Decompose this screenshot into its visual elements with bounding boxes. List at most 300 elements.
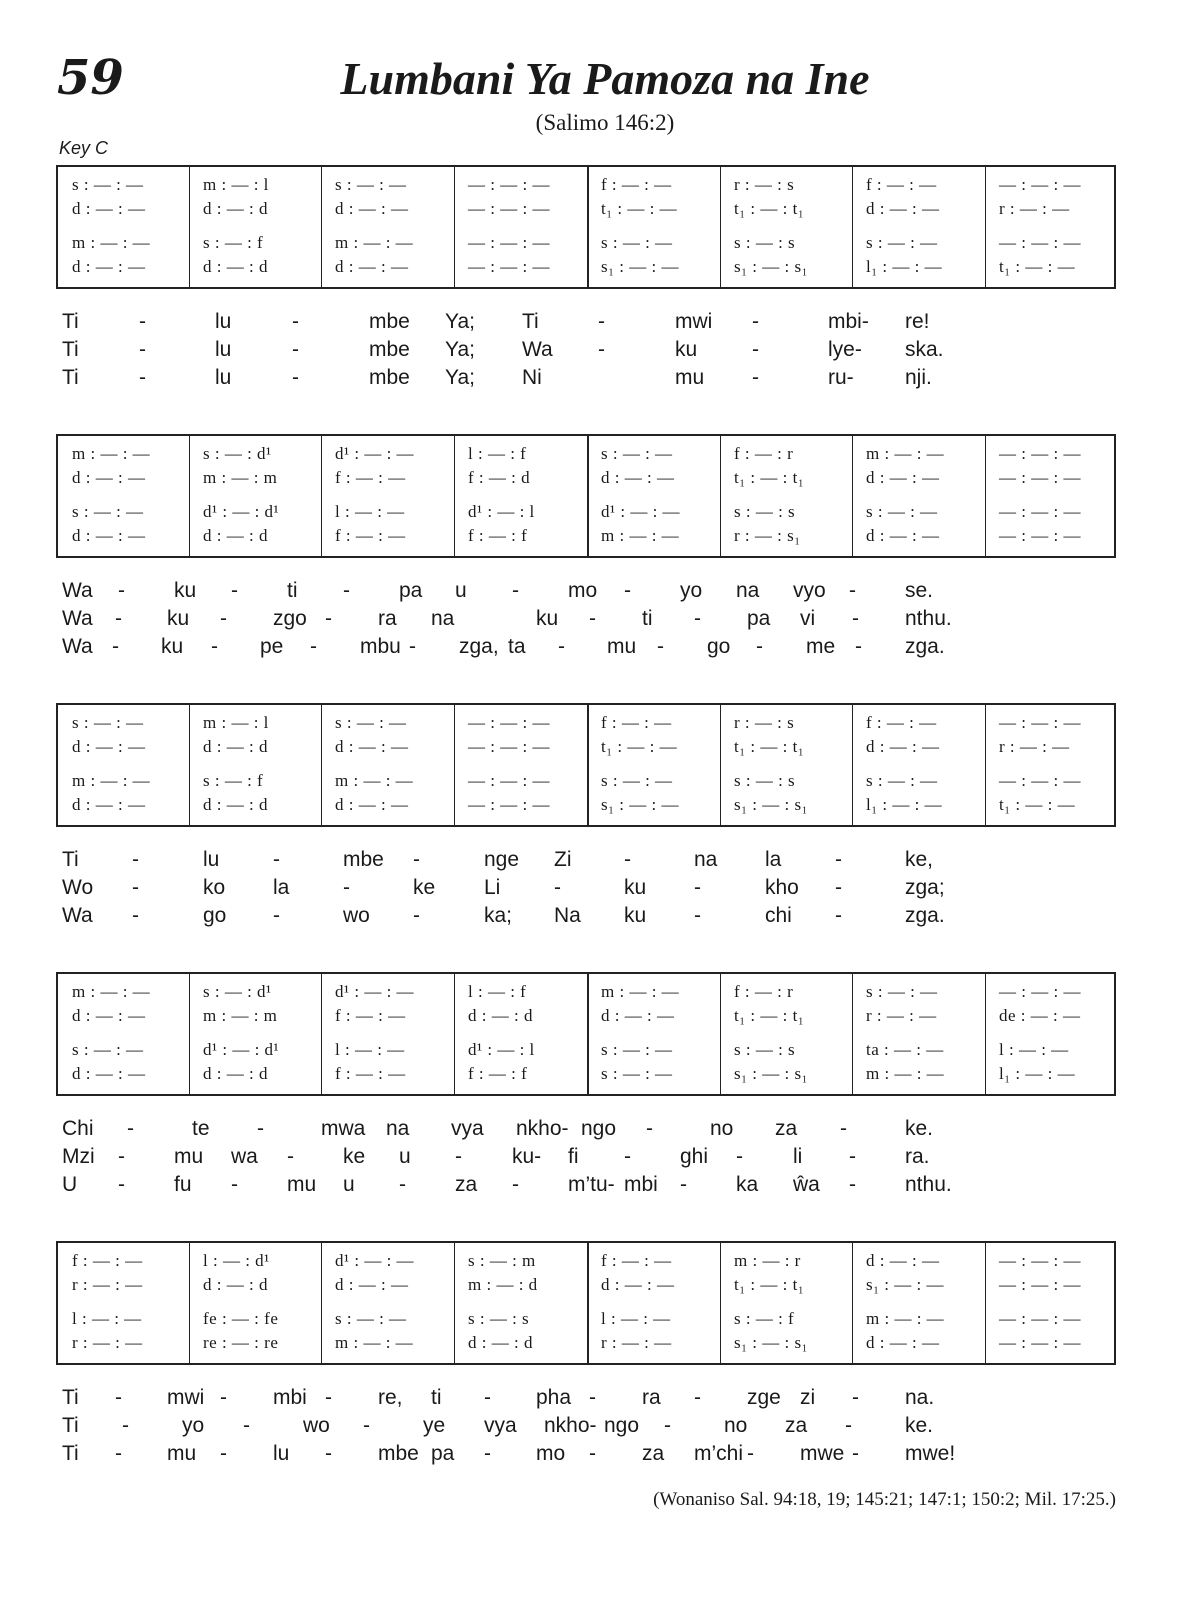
lyric-syllable: - (646, 1117, 653, 1140)
solfa-measure: l : — : f (468, 982, 527, 1001)
lyric-syllable: na. (905, 1386, 935, 1409)
solfa-measure: s : — : — (601, 444, 673, 463)
solfa-measure: — : — : — (999, 233, 1081, 252)
lyric-syllable: - (558, 635, 565, 658)
solfa-staff-1 (56, 165, 1116, 289)
lyric-syllable: Ya; (445, 338, 475, 361)
lyric-syllable: zgo (273, 607, 307, 630)
lyric-syllable: - (273, 848, 280, 871)
bar-line (454, 167, 455, 287)
lyric-syllable: - (343, 579, 350, 602)
lyric-syllable: - (624, 1145, 631, 1168)
lyric-syllable: lye- (828, 338, 862, 361)
solfa-measure: m : — : — (601, 526, 680, 545)
lyric-syllable: - (835, 904, 842, 927)
lyric-syllable: Ni (522, 366, 542, 389)
lyric-syllable: Wa (62, 904, 93, 927)
lyric-syllable: u (343, 1173, 355, 1196)
lyric-syllable: ke. (905, 1414, 934, 1437)
solfa-measure: re : — : re (203, 1333, 279, 1352)
lyric-syllable: no (710, 1117, 734, 1140)
lyric-syllable: mbe (378, 1442, 419, 1465)
lyric-syllable: lu (215, 338, 232, 361)
solfa-measure: r : — : — (999, 199, 1070, 218)
lyric-syllable: - (231, 1173, 238, 1196)
lyric-syllable: - (657, 635, 664, 658)
lyric-syllable: la (273, 876, 290, 899)
lyric-syllable: nji. (905, 366, 932, 389)
solfa-measure: s : — : — (866, 982, 938, 1001)
solfa-measure: d¹ : — : l (468, 1040, 535, 1059)
solfa-measure: s : — : — (601, 1040, 673, 1059)
lyric-syllable: zga; (905, 876, 945, 899)
lyric-syllable: m’chi (694, 1442, 744, 1465)
lyric-syllable: pha (536, 1386, 572, 1409)
lyric-syllable: mbe (369, 310, 410, 333)
lyric-syllable: te (192, 1117, 210, 1140)
lyric-syllable: chi (765, 904, 792, 927)
lyric-syllable: - (852, 1442, 859, 1465)
lyric-syllable: - (115, 1442, 122, 1465)
solfa-measure: r : — : s (734, 175, 795, 194)
lyric-syllable: - (118, 1145, 125, 1168)
lyric-syllable: pe (260, 635, 284, 658)
solfa-measure: m : — : — (72, 233, 151, 252)
lyric-syllable: - (680, 1173, 687, 1196)
lyric-syllable: vyo (793, 579, 826, 602)
lyric-syllable: - (287, 1145, 294, 1168)
lyric-syllable: mbu (360, 635, 401, 658)
solfa-measure: s₁ : — : s₁ (734, 795, 809, 814)
lyric-syllable: za (642, 1442, 665, 1465)
solfa-measure: f : — : — (335, 468, 406, 487)
lyric-syllable: - (484, 1442, 491, 1465)
solfa-measure: t₁ : — : t₁ (734, 1275, 805, 1294)
lyric-syllable: Wa (62, 579, 93, 602)
solfa-measure: — : — : — (999, 771, 1081, 790)
bar-line (321, 974, 322, 1094)
solfa-measure: r : — : — (866, 1006, 937, 1025)
lyric-syllable: Ti (62, 310, 79, 333)
bar-line (720, 1243, 721, 1363)
solfa-measure: d : — : d (203, 1275, 268, 1294)
solfa-measure: — : — : — (999, 526, 1081, 545)
solfa-measure: d : — : — (601, 1006, 675, 1025)
lyric-syllable: lu (215, 366, 232, 389)
lyric-syllable: ku (174, 579, 197, 602)
lyric-syllable: fi (568, 1145, 579, 1168)
solfa-measure: s : — : f (203, 233, 264, 252)
lyric-syllable: wo (343, 904, 370, 927)
lyric-syllable: ŵa (793, 1173, 820, 1196)
solfa-measure: f : — : f (468, 526, 528, 545)
solfa-measure: d : — : — (866, 526, 940, 545)
lyric-syllable: lu (273, 1442, 290, 1465)
lyric-syllable: fu (174, 1173, 192, 1196)
solfa-measure: t₁ : — : — (601, 737, 678, 756)
solfa-measure: d : — : — (72, 468, 146, 487)
solfa-measure: d : — : — (335, 257, 409, 276)
lyric-syllable: wo (303, 1414, 330, 1437)
solfa-measure: d : — : d (468, 1333, 533, 1352)
lyric-syllable: - (399, 1173, 406, 1196)
hymn-title: Lumbani Ya Pamoza na Ine (340, 53, 870, 104)
lyric-syllable: - (220, 1386, 227, 1409)
solfa-measure: s : — : — (72, 502, 144, 521)
bar-line (321, 436, 322, 556)
solfa-measure: m : — : — (601, 982, 680, 1001)
solfa-measure: s : — : — (72, 713, 144, 732)
lyric-syllable: ke. (905, 1117, 934, 1140)
solfa-measure: d : — : — (866, 1333, 940, 1352)
lyric-syllable: nkho- (516, 1117, 569, 1140)
solfa-measure: r : — : — (999, 737, 1070, 756)
lyric-syllable: nkho- (544, 1414, 597, 1437)
solfa-measure: s : — : s (734, 502, 796, 521)
solfa-measure: r : — : — (601, 1333, 672, 1352)
solfa-measure: l : — : — (335, 502, 405, 521)
lyric-syllable: Na (554, 904, 581, 927)
lyric-syllable: na (386, 1117, 410, 1140)
lyric-syllable: - (598, 338, 605, 361)
solfa-measure: t₁ : — : t₁ (734, 199, 805, 218)
solfa-measure: t₁ : — : t₁ (734, 468, 805, 487)
lyric-syllable: - (835, 848, 842, 871)
lyric-syllable: - (694, 607, 701, 630)
lyric-syllable: wa (231, 1145, 258, 1168)
solfa-measure: l : — : — (999, 1040, 1069, 1059)
solfa-measure: l₁ : — : — (866, 257, 943, 276)
solfa-measure: — : — : — (468, 175, 550, 194)
bar-line (454, 705, 455, 825)
bar-line (587, 436, 589, 556)
solfa-measure: d : — : d (468, 1006, 533, 1025)
lyric-syllable: - (292, 366, 299, 389)
lyric-syllable: mbi- (828, 310, 869, 333)
lyric-syllable: u (455, 579, 467, 602)
lyric-syllable: - (852, 1386, 859, 1409)
lyric-syllable: - (752, 310, 759, 333)
lyric-syllable: nge (484, 848, 520, 871)
lyric-syllable: - (756, 635, 763, 658)
lyric-syllable: mu (607, 635, 637, 658)
solfa-staff-4 (56, 972, 1116, 1096)
solfa-measure: — : — : — (468, 795, 550, 814)
lyric-syllable: - (694, 904, 701, 927)
solfa-measure: s₁ : — : — (601, 257, 679, 276)
lyric-syllable: - (220, 1442, 227, 1465)
lyric-syllable: lu (215, 310, 232, 333)
bar-line (852, 705, 853, 825)
bar-line (587, 1243, 589, 1363)
solfa-measure: m : — : — (72, 444, 151, 463)
solfa-staff-3 (56, 703, 1116, 827)
solfa-measure: f : — : — (601, 175, 672, 194)
solfa-measure: m : — : — (335, 233, 414, 252)
solfa-measure: s : — : s (734, 233, 796, 252)
lyric-syllable: - (484, 1386, 491, 1409)
lyric-syllable: - (220, 607, 227, 630)
lyric-syllable: - (257, 1117, 264, 1140)
bar-line (454, 436, 455, 556)
solfa-measure: s : — : — (866, 502, 938, 521)
lyric-syllable: - (211, 635, 218, 658)
solfa-measure: d¹ : — : d¹ (203, 502, 280, 521)
bar-line (852, 1243, 853, 1363)
solfa-measure: t₁ : — : — (601, 199, 678, 218)
solfa-measure: s₁ : — : s₁ (734, 257, 809, 276)
lyric-syllable: - (849, 1145, 856, 1168)
lyric-syllable: - (845, 1414, 852, 1437)
lyric-syllable: - (752, 366, 759, 389)
lyric-syllable: - (132, 904, 139, 927)
solfa-measure: m : — : r (734, 1251, 801, 1270)
lyric-syllable: lu (203, 848, 220, 871)
lyric-syllable: ru- (828, 366, 854, 389)
lyric-syllable: - (413, 848, 420, 871)
solfa-measure: ta : — : — (866, 1040, 944, 1059)
solfa-measure: d : — : d (203, 257, 268, 276)
solfa-measure: d¹ : — : — (601, 502, 681, 521)
lyric-syllable: vya (451, 1117, 484, 1140)
solfa-measure: r : — : — (72, 1333, 143, 1352)
solfa-measure: m : — : — (335, 771, 414, 790)
lyric-syllable: zge (747, 1386, 781, 1409)
bar-line (454, 974, 455, 1094)
bar-line (189, 1243, 190, 1363)
lyric-syllable: za (775, 1117, 798, 1140)
lyric-syllable: zga, (459, 635, 499, 658)
solfa-measure: fe : — : fe (203, 1309, 279, 1328)
solfa-measure: s : — : — (601, 1064, 673, 1083)
solfa-measure: — : — : — (468, 233, 550, 252)
lyric-syllable: mwa (321, 1117, 366, 1140)
solfa-measure: — : — : — (468, 713, 550, 732)
lyric-syllable: - (139, 366, 146, 389)
lyric-syllable: u (399, 1145, 411, 1168)
bar-line (720, 436, 721, 556)
solfa-measure: — : — : — (468, 771, 550, 790)
solfa-measure: r : — : s (734, 713, 795, 732)
lyric-syllable: ngo (604, 1414, 640, 1437)
lyric-syllable: se. (905, 579, 934, 602)
lyric-syllable: ke (343, 1145, 366, 1168)
lyric-syllable: me (806, 635, 836, 658)
bar-line (720, 974, 721, 1094)
lyric-syllable: kho (765, 876, 799, 899)
lyric-syllable: ku (161, 635, 184, 658)
lyric-syllable: - (112, 635, 119, 658)
solfa-measure: l : — : — (601, 1309, 671, 1328)
lyric-syllable: - (273, 904, 280, 927)
lyric-syllable: - (310, 635, 317, 658)
lyric-syllable: - (292, 310, 299, 333)
lyric-syllable: mbe (343, 848, 384, 871)
solfa-measure: d¹ : — : — (335, 444, 415, 463)
solfa-measure: d¹ : — : d¹ (203, 1040, 280, 1059)
lyric-syllable: - (852, 607, 859, 630)
solfa-measure: m : — : — (866, 444, 945, 463)
solfa-measure: s : — : f (734, 1309, 795, 1328)
bar-line (720, 705, 721, 825)
solfa-measure: — : — : — (999, 982, 1081, 1001)
lyric-syllable: pa (747, 607, 771, 630)
bar-line (985, 436, 986, 556)
lyric-syllable: go (707, 635, 731, 658)
solfa-measure: m : — : — (72, 982, 151, 1001)
lyric-syllable: Wo (62, 876, 94, 899)
lyric-syllable: re! (905, 310, 930, 333)
bar-line (985, 1243, 986, 1363)
solfa-measure: s : — : — (72, 1040, 144, 1059)
lyric-syllable: mbi (624, 1173, 658, 1196)
solfa-measure: d¹ : — : l (468, 502, 535, 521)
lyric-syllable: m’tu- (568, 1173, 615, 1196)
lyric-syllable: ye (423, 1414, 446, 1437)
lyric-syllable: - (554, 876, 561, 899)
lyric-syllable: zga. (905, 904, 945, 927)
solfa-measure: — : — : — (999, 468, 1081, 487)
solfa-measure: d¹ : — : — (335, 982, 415, 1001)
solfa-measure: s : — : — (72, 175, 144, 194)
key-signature: Key C (59, 138, 109, 158)
solfa-measure: r : — : s₁ (734, 526, 801, 545)
solfa-measure: f : — : — (601, 713, 672, 732)
bar-line (587, 167, 589, 287)
lyric-syllable: ta (508, 635, 526, 658)
solfa-measure: t₁ : — : t₁ (734, 737, 805, 756)
solfa-measure: t₁ : — : — (999, 257, 1076, 276)
solfa-measure: m : — : d (468, 1275, 538, 1294)
solfa-measure: l : — : f (468, 444, 527, 463)
lyric-syllable: Wa (62, 607, 93, 630)
lyric-syllable: - (231, 579, 238, 602)
bar-line (454, 1243, 455, 1363)
lyric-syllable: - (747, 1442, 754, 1465)
solfa-measure: s : — : f (203, 771, 264, 790)
solfa-measure: f : — : — (335, 1006, 406, 1025)
solfa-measure: m : — : l (203, 713, 269, 732)
solfa-measure: d : — : — (72, 1064, 146, 1083)
bar-line (189, 167, 190, 287)
lyric-syllable: - (694, 1386, 701, 1409)
solfa-measure: s : — : — (601, 771, 673, 790)
solfa-measure: d : — : d (203, 737, 268, 756)
lyric-syllable: - (325, 1442, 332, 1465)
hymn-subtitle: (Salimo 146:2) (535, 110, 675, 135)
lyric-syllable: ko (203, 876, 226, 899)
hymn-number: 59 (57, 50, 124, 106)
lyric-syllable: - (624, 848, 631, 871)
solfa-measure: f : — : — (335, 526, 406, 545)
lyric-syllable: ngo (581, 1117, 617, 1140)
lyric-syllable: ku (624, 876, 647, 899)
lyric-syllable: ka; (484, 904, 513, 927)
solfa-measure: d¹ : — : — (335, 1251, 415, 1270)
solfa-measure: — : — : — (999, 175, 1081, 194)
bar-line (985, 974, 986, 1094)
lyric-syllable: U (62, 1173, 78, 1196)
lyric-syllable: pa (399, 579, 423, 602)
bar-line (852, 974, 853, 1094)
lyric-syllable: - (664, 1414, 671, 1437)
lyric-syllable: - (118, 579, 125, 602)
bar-line (720, 167, 721, 287)
lyric-syllable: Ti (62, 366, 79, 389)
lyric-syllable: - (455, 1145, 462, 1168)
lyric-syllable: mu (167, 1442, 197, 1465)
solfa-measure: d : — : — (335, 795, 409, 814)
lyric-syllable: Ti (62, 1414, 79, 1437)
solfa-measure: — : — : — (999, 502, 1081, 521)
lyric-syllable: na (736, 579, 760, 602)
lyric-syllable: ku (536, 607, 559, 630)
lyric-syllable: ti (431, 1386, 442, 1409)
lyric-syllable: ku- (512, 1145, 542, 1168)
lyric-syllable: na (694, 848, 718, 871)
lyric-syllable: Zi (554, 848, 572, 871)
bar-line (321, 167, 322, 287)
lyric-syllable: ska. (905, 338, 944, 361)
bar-line (189, 436, 190, 556)
solfa-measure: s₁ : — : s₁ (734, 1333, 809, 1352)
lyric-syllable: ka (736, 1173, 759, 1196)
lyric-syllable: ku (675, 338, 698, 361)
lyric-syllable: na (431, 607, 455, 630)
lyric-syllable: - (409, 635, 416, 658)
lyric-syllable: - (512, 1173, 519, 1196)
lyric-syllable: vya (484, 1414, 517, 1437)
lyric-syllable: - (512, 579, 519, 602)
lyric-syllable: - (115, 1386, 122, 1409)
lyric-syllable: mwi (675, 310, 713, 333)
solfa-measure: s : — : — (866, 771, 938, 790)
solfa-measure: l₁ : — : — (866, 795, 943, 814)
solfa-measure: s : — : — (335, 1309, 407, 1328)
lyric-syllable: - (139, 310, 146, 333)
solfa-measure: d : — : — (335, 737, 409, 756)
lyric-syllable: - (752, 338, 759, 361)
lyric-syllable: Ti (62, 848, 79, 871)
lyric-syllable: mwe! (905, 1442, 956, 1465)
lyric-syllable: ku (624, 904, 647, 927)
lyric-syllable: go (203, 904, 227, 927)
lyric-syllable: nthu. (905, 1173, 952, 1196)
lyric-syllable: - (127, 1117, 134, 1140)
lyric-syllable: - (122, 1414, 129, 1437)
lyric-syllable: - (139, 338, 146, 361)
lyric-syllable: yo (680, 579, 703, 602)
solfa-measure: — : — : — (999, 444, 1081, 463)
lyric-syllable: nthu. (905, 607, 952, 630)
lyric-syllable: za (785, 1414, 808, 1437)
bar-line (189, 705, 190, 825)
solfa-measure: f : — : — (72, 1251, 143, 1270)
solfa-measure: d : — : — (601, 1275, 675, 1294)
lyric-syllable: - (343, 876, 350, 899)
lyric-syllable: mbe (369, 366, 410, 389)
solfa-measure: s : — : s (734, 771, 796, 790)
solfa-measure: s : — : — (335, 175, 407, 194)
solfa-measure: — : — : — (468, 737, 550, 756)
solfa-measure: — : — : — (999, 1333, 1081, 1352)
lyric-syllable: ra (378, 607, 397, 630)
solfa-measure: d : — : — (601, 468, 675, 487)
lyric-syllable: ku (167, 607, 190, 630)
bar-line (852, 436, 853, 556)
bar-line (587, 705, 589, 825)
solfa-measure: d : — : — (866, 737, 940, 756)
